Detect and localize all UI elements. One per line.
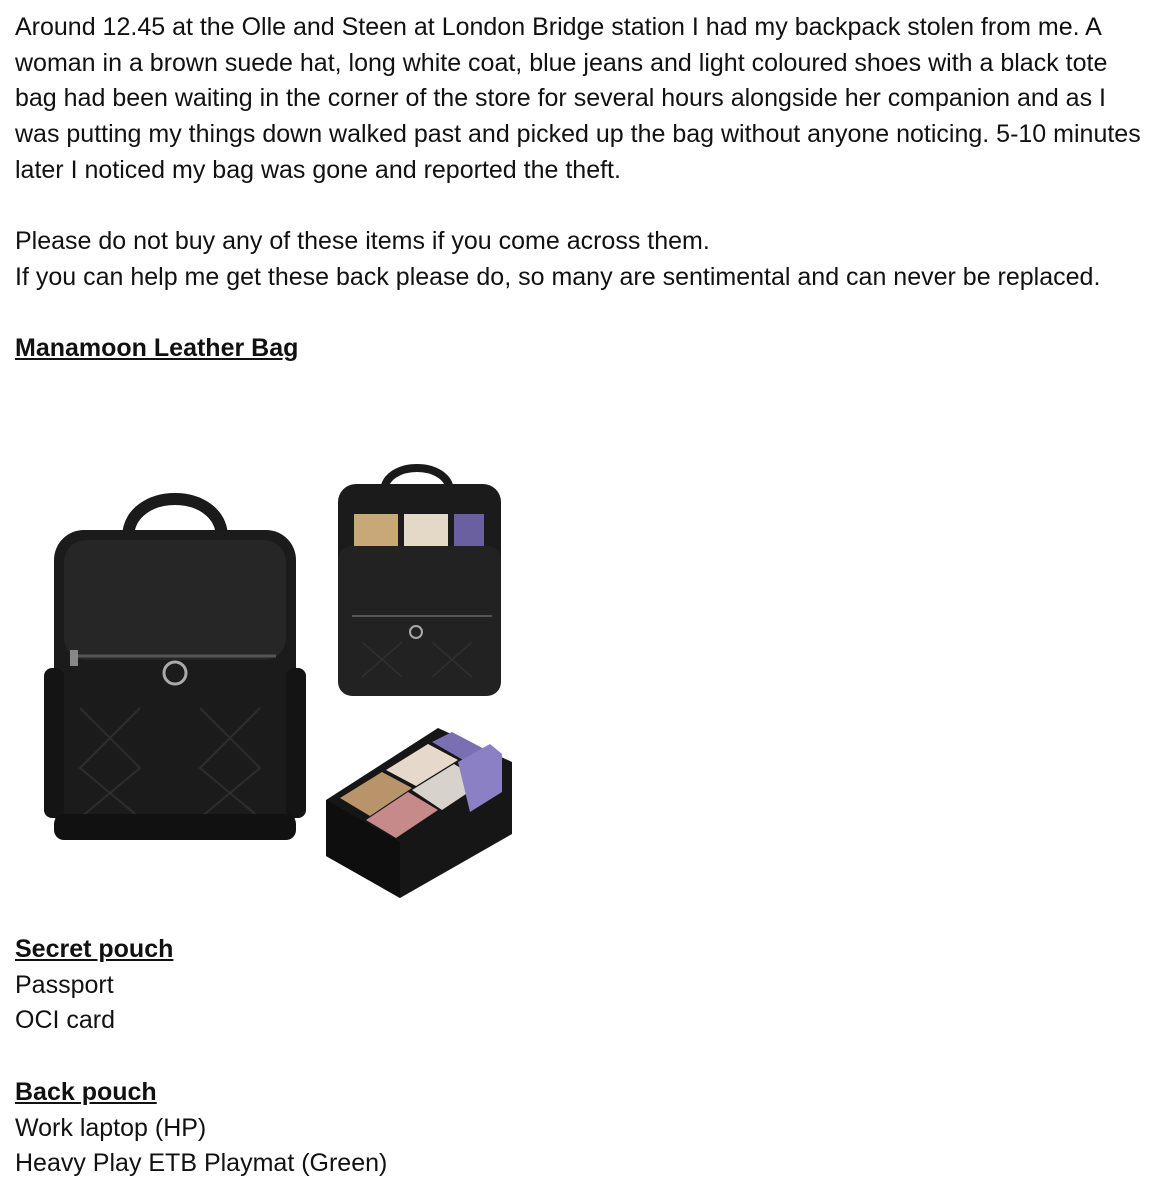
- back-pouch-heading: Back pouch: [15, 1077, 157, 1106]
- list-item: OCI card: [15, 1006, 116, 1035]
- intro-paragraph: Around 12.45 at the Olle and Steen at London Bridge station I had my backpack stolen from me. A woman in a brown suede hat, long white coat, blue jeans and light coloured shoes with a black tote bag had been waiting in the corner of the store for several hours alongside her companion and as I was putting my things down walked past and picked up the bag without anyone noticing. 5-10 minutes later I noticed my bag was gone and reported the theft.: [15, 13, 1141, 184]
- bag-heading: Manamoon Leather Bag: [15, 334, 299, 363]
- list-item: Heavy Play ETB Playmat (Green): [15, 1149, 388, 1178]
- list-item: Work laptop (HP): [15, 1113, 207, 1142]
- backpack-open-image: [332, 462, 507, 698]
- appeal-line-2: If you can help me get these back please do, so many are sentimental and can never be replaced.: [15, 262, 1101, 291]
- card-tray-image: [320, 722, 516, 902]
- document-body: [15, 10, 1155, 367]
- list-item: Passport: [15, 970, 114, 999]
- item-lists: [15, 932, 1155, 1182]
- secret-pouch-heading: Secret pouch: [15, 935, 174, 963]
- backpack-front-image: [40, 488, 310, 850]
- appeal-line-1: Please do not buy any of these items if you come across them.: [15, 227, 710, 256]
